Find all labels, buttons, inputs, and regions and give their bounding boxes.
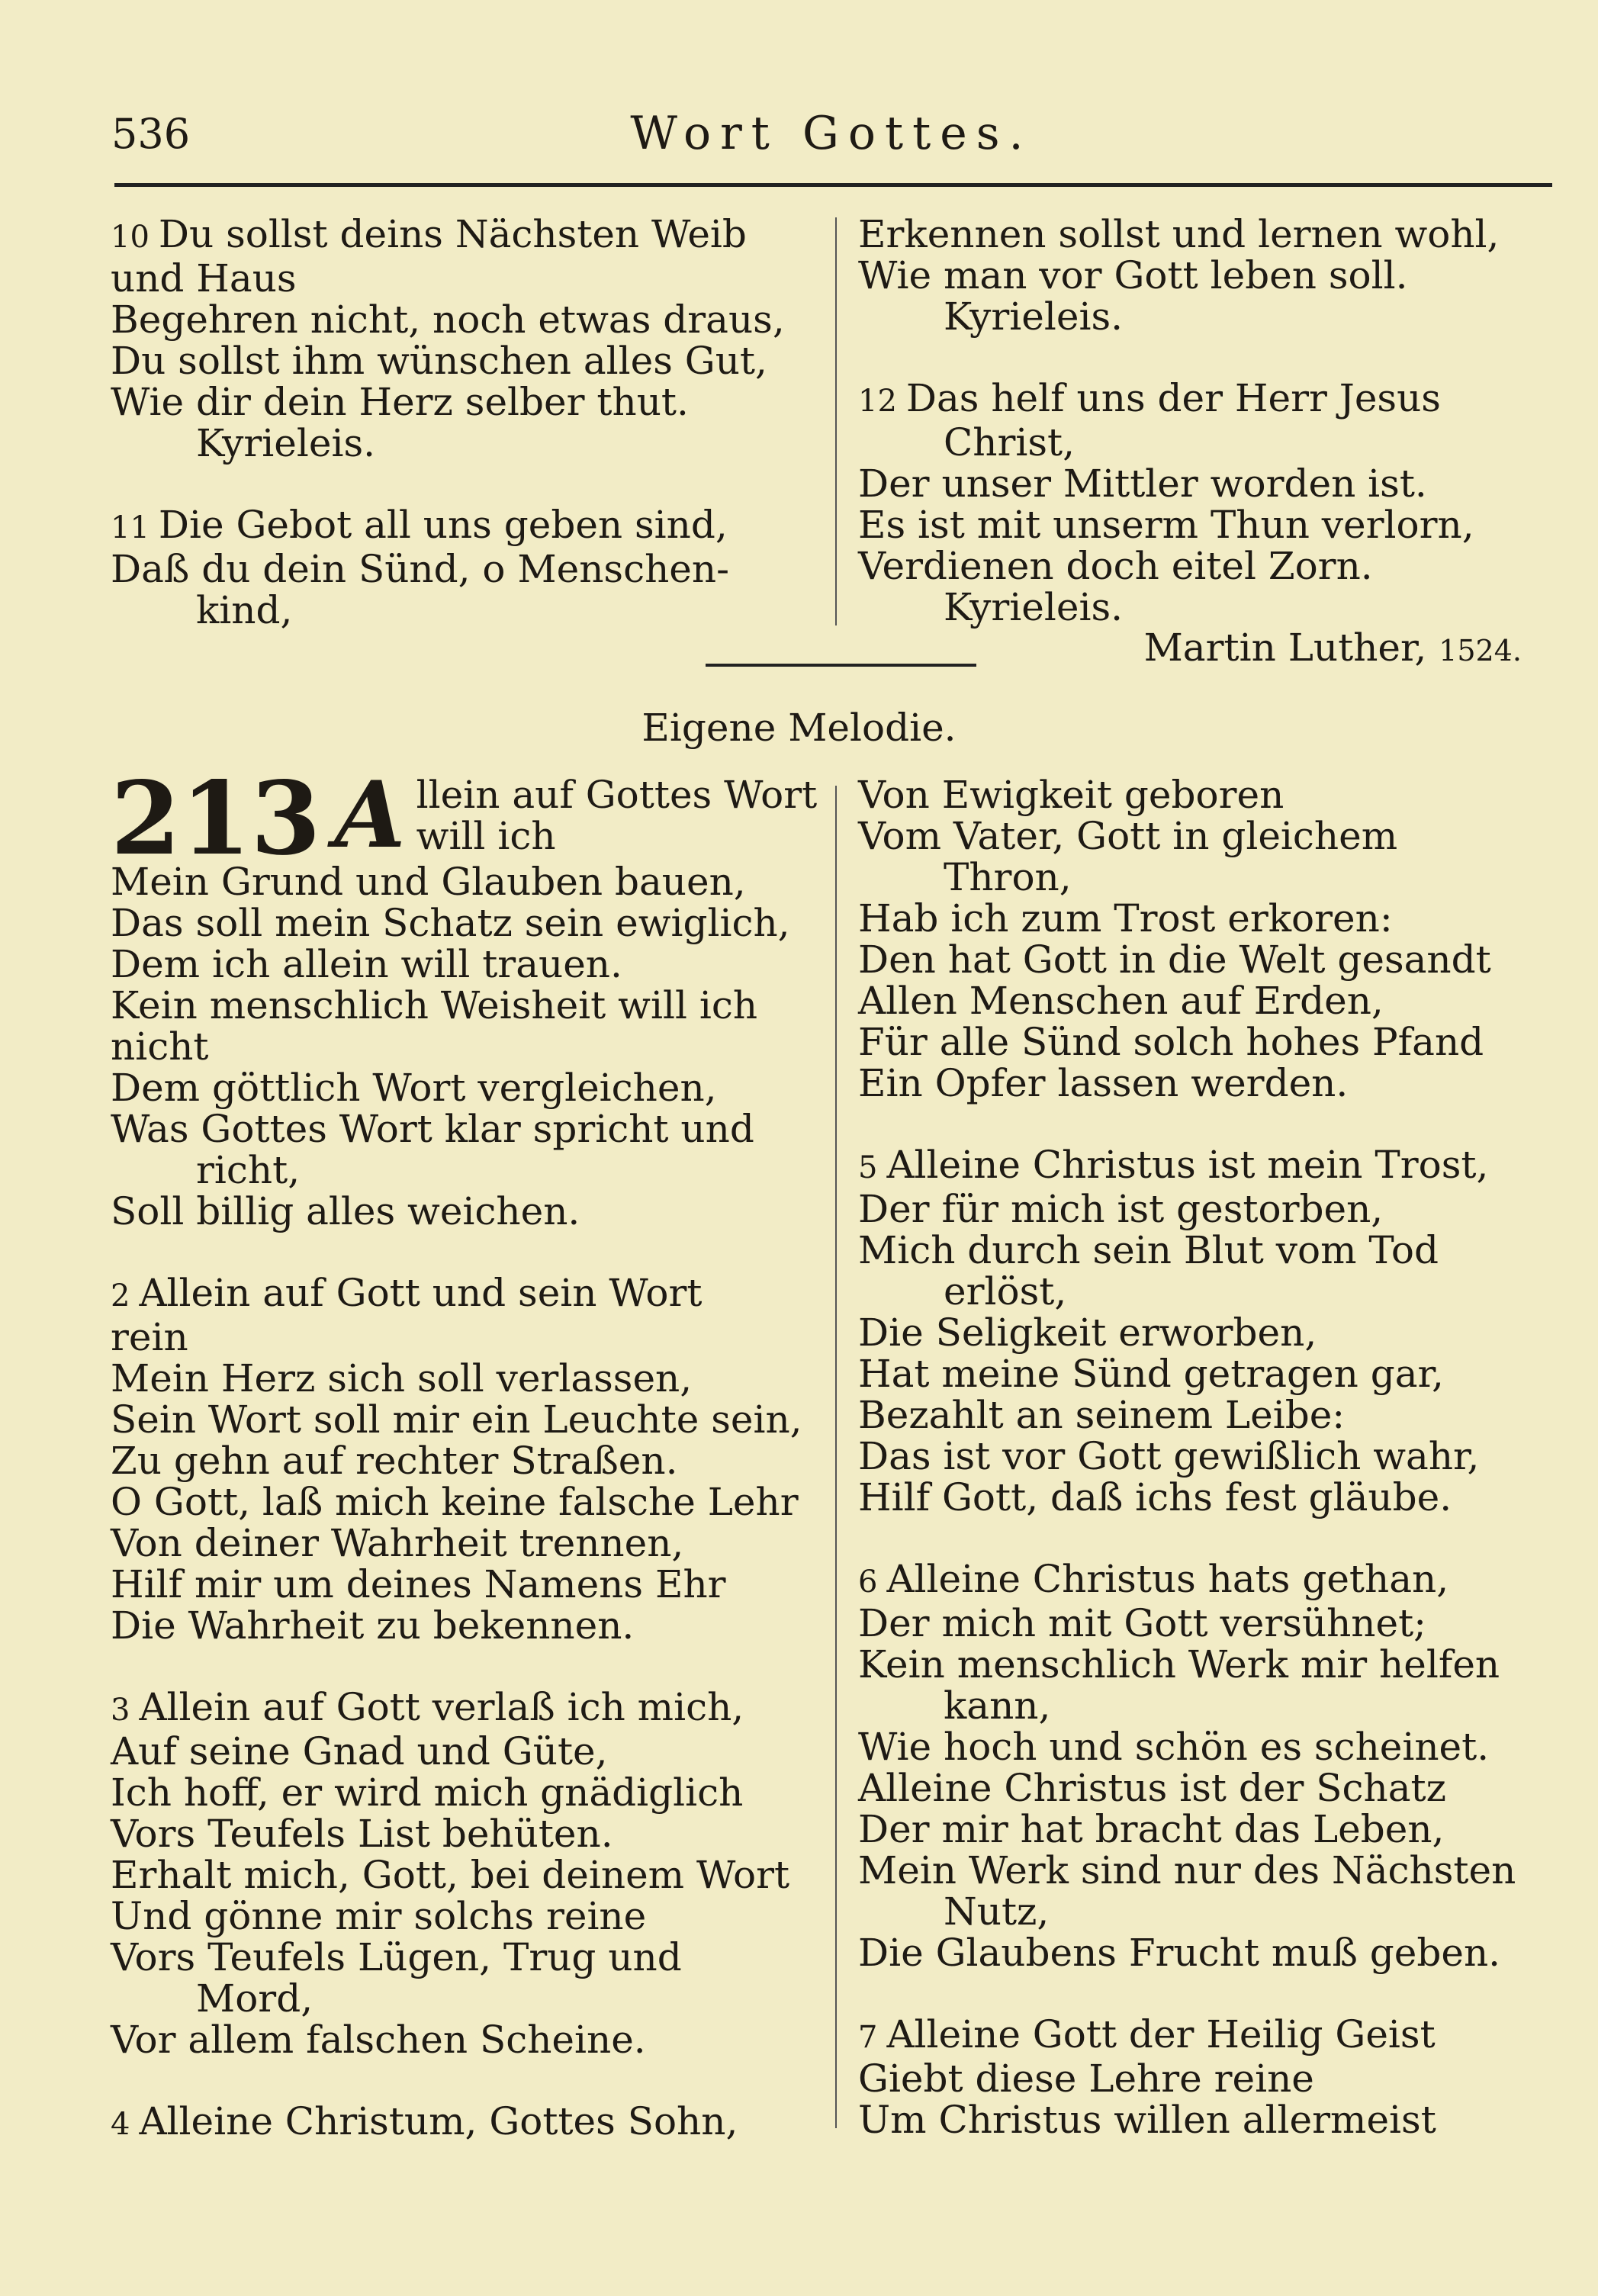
- melody-note: Eigene Melodie.: [641, 706, 957, 750]
- hymn-attribution: [1144, 625, 1522, 670]
- verse-text: Hilf Gott, daß ichs fest gläube.: [858, 1475, 1452, 1519]
- verse-text: Erhalt mich, Gott, bei deinem Wort: [111, 1853, 790, 1897]
- verse-line: [111, 590, 828, 631]
- stanza-number: 6: [858, 1564, 878, 1600]
- stanza: [858, 2014, 1567, 2140]
- attribution-year: 1524.: [1439, 634, 1522, 667]
- verse-line: [111, 1481, 828, 1523]
- verse-line: [111, 1108, 828, 1150]
- verse-line: [858, 898, 1567, 939]
- verse-text: Der mir hat bracht das Leben,: [858, 1807, 1445, 1851]
- first-line: llein auf Gottes Wort: [416, 773, 818, 817]
- verse-text: Um Christus willen allermeist: [858, 2098, 1436, 2142]
- verse-text: Alleine Christus ist mein Trost,: [886, 1143, 1489, 1187]
- drop-cap: A: [334, 761, 406, 869]
- verse-text: Die Gebot all uns geben sind,: [158, 503, 728, 547]
- verse-line: [858, 1891, 1567, 1932]
- verse-line: [858, 1394, 1567, 1436]
- verse-text: Mein Grund und Glauben bauen,: [111, 860, 746, 904]
- verse-line: [111, 1896, 828, 1937]
- verse-text: Die Wahrheit zu bekennen.: [111, 1603, 635, 1648]
- verse-text: Zu gehn auf rechter Straßen.: [111, 1439, 678, 1483]
- verse-text: Der für mich ist gestorben,: [858, 1187, 1384, 1231]
- verse-line: [858, 1726, 1567, 1767]
- verse-text: Von Ewigkeit geboren: [858, 773, 1285, 817]
- attribution-author: Martin Luther,: [1143, 625, 1427, 670]
- verse-text: rein: [111, 1315, 188, 1359]
- verse-line: [111, 258, 828, 299]
- verse-line: [111, 1523, 828, 1564]
- verse-text: Dem göttlich Wort vergleichen,: [111, 1066, 717, 1110]
- verse-line: [111, 1978, 828, 2019]
- stanza: [111, 861, 828, 1232]
- verse-text: erlöst,: [944, 1269, 1067, 1314]
- verse-line: [111, 1026, 828, 1067]
- stanza: [858, 378, 1567, 628]
- verse-text: Allein auf Gott und sein Wort: [139, 1271, 703, 1315]
- verse-text: Und gönne mir solchs reine: [111, 1894, 647, 1938]
- verse-text: Mich durch sein Blut vom Tod: [858, 1228, 1439, 1272]
- stanza: [858, 774, 1567, 1104]
- verse-line: [858, 463, 1567, 504]
- verse-line: [111, 214, 828, 258]
- verse-text: Alleine Christus ist der Schatz: [858, 1766, 1446, 1810]
- verse-text: Allein auf Gott verlaß ich mich,: [139, 1685, 744, 1729]
- verse-line: [111, 1150, 828, 1191]
- verse-text: Der mich mit Gott versühnet;: [858, 1601, 1427, 1645]
- verse-line: [111, 1317, 828, 1358]
- verse-line: [111, 504, 828, 548]
- prev-hymn-right-column: [858, 214, 1567, 668]
- verse-line: [858, 1932, 1567, 1973]
- verse-line: [858, 1767, 1567, 1809]
- verse-line: [858, 1144, 1567, 1188]
- stanza: [858, 1558, 1567, 1973]
- verse-line: [858, 1477, 1567, 1518]
- hymn-number: 213: [111, 760, 321, 878]
- verse-text: Für alle Sünd solch hohes Pfand: [858, 1020, 1484, 1064]
- verse-text: Bezahlt an seinem Leibe:: [858, 1393, 1346, 1437]
- verse-line: [858, 1809, 1567, 1850]
- verse-line: [111, 340, 828, 381]
- verse-text: Mord,: [196, 1976, 313, 2021]
- verse-text: Auf seine Gnad und Güte,: [111, 1729, 608, 1773]
- column-divider-bottom: [835, 786, 837, 2128]
- verse-line: [858, 1063, 1567, 1104]
- verse-line: [858, 504, 1567, 545]
- verse-text: Wie dir dein Herz selber thut.: [111, 380, 689, 424]
- verse-line: [111, 381, 828, 423]
- verse-text: Die Seligkeit erworben,: [858, 1310, 1317, 1355]
- verse-line: [858, 1436, 1567, 1477]
- verse-text: kann,: [944, 1683, 1051, 1728]
- verse-text: Vors Teufels Lügen, Trug und: [111, 1935, 682, 1979]
- refrain: Kyrieleis.: [196, 421, 376, 465]
- verse-text: Der unser Mittler worden ist.: [858, 461, 1427, 506]
- verse-line: [111, 2019, 828, 2060]
- verse-text: Hat meine Sünd getragen gar,: [858, 1352, 1444, 1396]
- section-divider-rule: [706, 664, 976, 667]
- verse-line: [111, 1272, 828, 1317]
- verse-text: Du sollst ihm wünschen alles Gut,: [111, 339, 767, 383]
- verse-text: Den hat Gott in die Welt gesandt: [858, 937, 1491, 982]
- verse-line: [111, 985, 828, 1026]
- verse-text: Mein Herz sich soll verlassen,: [111, 1356, 693, 1400]
- verse-text: Giebt diese Lehre reine: [858, 2056, 1314, 2101]
- verse-text: Das ist vor Gott gewißlich wahr,: [858, 1434, 1480, 1478]
- page-header: [107, 107, 1556, 168]
- verse-line: [858, 1685, 1567, 1726]
- verse-text: Begehren nicht, noch etwas draus,: [111, 297, 785, 342]
- verse-line: [111, 1854, 828, 1896]
- verse-line: [111, 1564, 828, 1605]
- stanza-number: 7: [858, 2020, 878, 2055]
- verse-line: [111, 1440, 828, 1481]
- hymn-opening: [111, 760, 828, 878]
- stanza: [111, 214, 828, 464]
- verse-line: [858, 774, 1567, 815]
- stanza-number: 5: [858, 1150, 878, 1185]
- stanza: [111, 504, 828, 631]
- verse-line: [858, 1558, 1567, 1603]
- verse-text: Daß du dein Sünd, o Menschen-: [111, 547, 729, 591]
- verse-line: [111, 1358, 828, 1399]
- stanza: [858, 214, 1567, 337]
- verse-line: [111, 1937, 828, 1978]
- verse-text: Hilf mir um deines Namens Ehr: [111, 1562, 726, 1606]
- verse-line: [858, 1312, 1567, 1353]
- stanza: [111, 1687, 828, 2060]
- verse-text: Hab ich zum Trost erkoren:: [858, 896, 1393, 941]
- verse-line: [111, 1813, 828, 1854]
- verse-text: Ich hoff, er wird mich gnädiglich: [111, 1770, 744, 1815]
- hymn-213-left-column: [111, 760, 828, 2185]
- verse-text: richt,: [196, 1148, 301, 1192]
- verse-text: Was Gottes Wort klar spricht und: [111, 1107, 754, 1151]
- verse-line: [858, 939, 1567, 980]
- verse-text: Das soll mein Schatz sein ewiglich,: [111, 901, 790, 945]
- verse-line: [858, 378, 1567, 422]
- hymn-213-left-stanzas: [111, 861, 828, 2145]
- verse-line: [111, 548, 828, 590]
- verse-line: [111, 1067, 828, 1108]
- verse-line: [111, 1687, 828, 1731]
- prev-hymn-left-column: [111, 214, 828, 671]
- verse-line: [111, 1772, 828, 1813]
- verse-line: [858, 214, 1567, 255]
- verse-text: Vors Teufels List behüten.: [111, 1812, 613, 1856]
- verse-text: Wie hoch und schön es scheinet.: [858, 1725, 1490, 1769]
- verse-text: Vor allem falschen Scheine.: [111, 2018, 646, 2062]
- verse-line: [111, 861, 828, 902]
- verse-line: [858, 2099, 1567, 2140]
- verse-text: nicht: [111, 1024, 209, 1069]
- stanza: [111, 2101, 828, 2145]
- stanza-number: 2: [111, 1278, 130, 1314]
- verse-line: [111, 944, 828, 985]
- column-divider-top: [835, 217, 837, 625]
- verse-line: [858, 815, 1567, 857]
- verse-text: O Gott, laß mich keine falsche Lehr: [111, 1480, 799, 1524]
- verse-line: [858, 1644, 1567, 1685]
- verse-text: Mein Werk sind nur des Nächsten: [858, 1848, 1516, 1892]
- verse-line: [858, 2058, 1567, 2099]
- verse-line: [858, 1188, 1567, 1230]
- verse-text: Alleine Gott der Heilig Geist: [886, 2012, 1436, 2056]
- verse-text: Von deiner Wahrheit trennen,: [111, 1521, 684, 1565]
- verse-line: [858, 980, 1567, 1021]
- verse-text: Allen Menschen auf Erden,: [858, 979, 1384, 1023]
- verse-text: Sein Wort soll mir ein Leuchte sein,: [111, 1397, 802, 1442]
- verse-text: Ein Opfer lassen werden.: [858, 1061, 1349, 1105]
- stanza-number: 10: [111, 220, 150, 255]
- verse-text: Es ist mit unserm Thun verlorn,: [858, 503, 1474, 547]
- stanza-number: 3: [111, 1693, 130, 1728]
- verse-line: [111, 1399, 828, 1440]
- verse-line: [858, 255, 1567, 296]
- verse-line: [858, 1603, 1567, 1644]
- running-title: Wort Gottes.: [630, 107, 1033, 160]
- verse-text: Vom Vater, Gott in gleichem: [858, 814, 1398, 858]
- verse-line: [111, 902, 828, 944]
- header-rule: [114, 183, 1552, 187]
- verse-text: Alleine Christum, Gottes Sohn,: [139, 2099, 738, 2143]
- verse-text: Kein menschlich Werk mir helfen: [858, 1642, 1500, 1687]
- verse-text: Erkennen sollst und lernen wohl,: [858, 212, 1500, 256]
- verse-text: Kein menschlich Weisheit will ich: [111, 983, 758, 1027]
- verse-line: [858, 1850, 1567, 1891]
- verse-line: [858, 545, 1567, 587]
- page-number: 536: [111, 110, 191, 158]
- verse-line: [858, 422, 1567, 463]
- hymn-213-right-column: [858, 774, 1567, 2181]
- verse-line: [858, 1271, 1567, 1312]
- stanza: [111, 1272, 828, 1646]
- refrain: Kyrieleis.: [944, 294, 1124, 339]
- refrain: Kyrieleis.: [944, 585, 1124, 629]
- first-line-continuation: will ich: [416, 814, 556, 858]
- verse-line: [111, 1731, 828, 1772]
- verse-line: [858, 857, 1567, 898]
- verse-line: [858, 1353, 1567, 1394]
- verse-text: Du sollst deins Nächsten Weib: [158, 212, 747, 256]
- verse-text: Soll billig alles weichen.: [111, 1189, 580, 1233]
- verse-text: und Haus: [111, 256, 297, 301]
- stanza-number: 12: [858, 384, 897, 419]
- stanza-number: 4: [111, 2107, 130, 2142]
- verse-text: Wie man vor Gott leben soll.: [858, 253, 1408, 297]
- verse-text: Nutz,: [944, 1889, 1050, 1934]
- verse-text: Christ,: [944, 420, 1075, 465]
- verse-line: [858, 1021, 1567, 1063]
- verse-line: [858, 2014, 1567, 2058]
- verse-line: [111, 1191, 828, 1232]
- verse-line: [111, 2101, 828, 2145]
- verse-text: Die Glaubens Frucht muß geben.: [858, 1931, 1501, 1975]
- verse-text: kind,: [196, 588, 293, 632]
- verse-text: Alleine Christus hats gethan,: [886, 1557, 1449, 1601]
- verse-text: Das helf uns der Herr Jesus: [905, 376, 1441, 420]
- verse-text: Dem ich allein will trauen.: [111, 942, 622, 986]
- verse-line: [111, 1605, 828, 1646]
- verse-line: [111, 299, 828, 340]
- verse-line: [858, 1230, 1567, 1271]
- stanza-number: 11: [111, 510, 150, 545]
- verse-text: Verdienen doch eitel Zorn.: [858, 544, 1373, 588]
- stanza: [858, 1144, 1567, 1518]
- verse-text: Thron,: [944, 855, 1072, 899]
